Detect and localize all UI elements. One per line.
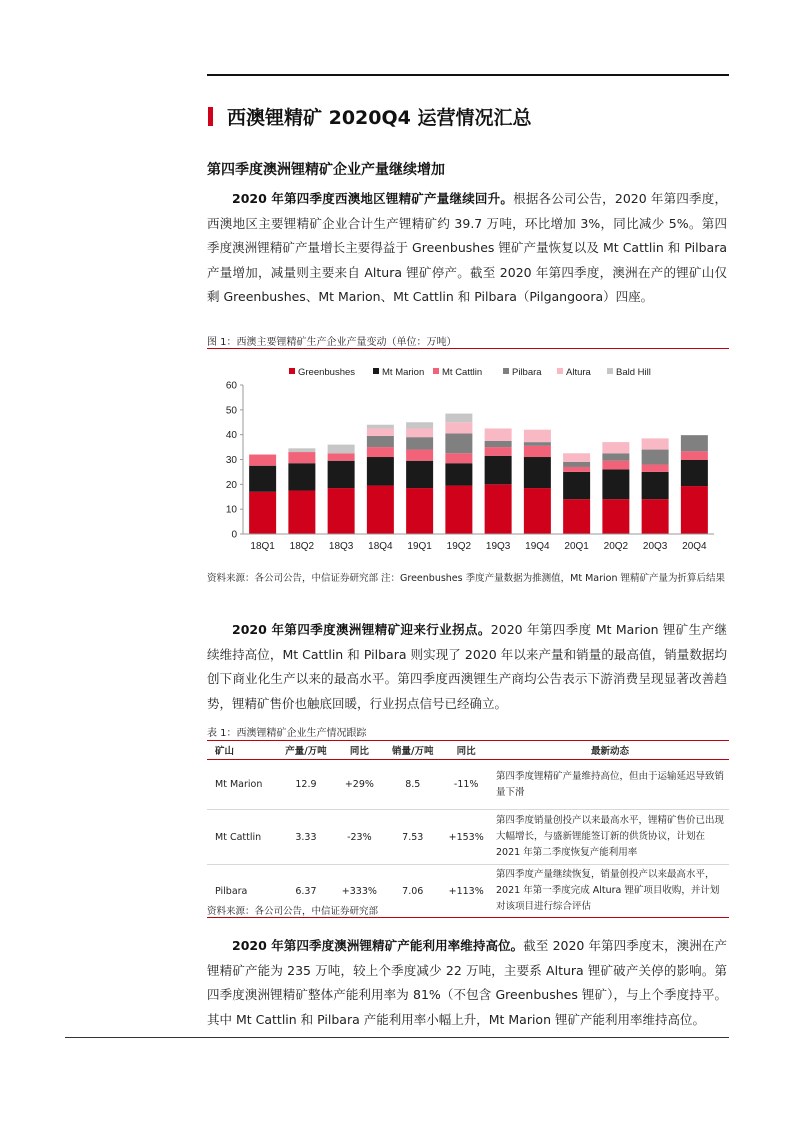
x-tick-label: 20Q3 (642, 541, 668, 552)
table-header-mine: 矿山 (215, 746, 235, 757)
bar-segment-mt-cattlin (445, 453, 472, 463)
legend-label: Mt Cattlin (442, 367, 483, 378)
y-tick-label: 0 (231, 529, 237, 541)
section-title: 西澳锂精矿 2020Q4 运营情况汇总 (227, 107, 532, 129)
table-header-sales: 销量/万吨 (392, 746, 434, 757)
paragraph-3-lead: 2020 年第四季度澳洲锂精矿产能利用率维持高位。 (232, 938, 524, 953)
chart-y-axis (226, 381, 243, 541)
legend-swatch (433, 368, 439, 374)
bar-segment-mt-marion (485, 456, 512, 485)
x-tick-label: 18Q1 (250, 541, 275, 552)
paragraph-3-text: 截至 2020 年第四季度末，澳洲在产锂精矿产能为 235 万吨，较上个季度减少 22 万吨，主要系 Altura 锂矿破产关停的影响。第四季度澳洲锂精矿整体产能利用率为 81%（不包含 Greenbushes 锂矿），与上个季度持平。其中 Mt Cattlin 和 Pilbara 产能利用率小幅上升，Mt Marion 锂矿产能利用率维持高位。 (207, 938, 727, 1027)
bar-segment-greenbushes (485, 484, 512, 534)
production-chart (207, 355, 729, 560)
x-tick-label: 19Q2 (446, 541, 472, 552)
chart-legend (289, 367, 651, 378)
x-tick-label: 19Q3 (485, 541, 511, 552)
y-tick-label: 20 (225, 479, 237, 491)
bar-segment-pilbara (485, 441, 512, 447)
x-tick-label: 19Q4 (525, 541, 550, 552)
table-cell-sales: 8.5 (384, 760, 441, 810)
legend-swatch (373, 368, 379, 374)
figure-1-source: 资料来源：各公司公告，中信证券研究部 注：Greenbushes 季度产量数据为推测值，Mt Marion 锂精矿产量为折算后结果 (207, 573, 725, 584)
bar-segment-pilbara (367, 436, 394, 447)
bar-segment-altura (602, 442, 629, 453)
y-tick-label: 60 (225, 380, 237, 392)
bar-segment-mt-marion (642, 472, 669, 499)
bar-segment-pilbara (445, 433, 472, 453)
table-cell-news: 第四季度产量继续恢复，销量创投产以来最高水平，2021 年第一季度完成 Altura 锂矿项目收购，并计划对该项目进行综合评估 (491, 865, 729, 918)
table-1-caption: 表 1：西澳锂精矿企业生产情况跟踪 (207, 728, 367, 739)
production-tracking-table (207, 740, 729, 918)
bar-segment-mt-cattlin (328, 453, 355, 460)
table-cell-production: 12.9 (277, 760, 334, 810)
bar-segment-greenbushes (563, 499, 590, 534)
bar-segment-mt-marion (249, 466, 276, 492)
bar-segment-greenbushes (602, 499, 629, 534)
y-tick-label: 30 (225, 455, 237, 466)
table-row (207, 760, 729, 810)
subsection-title: 第四季度澳洲锂精矿企业产量继续增加 (207, 162, 445, 178)
table-header-production: 产量/万吨 (285, 746, 327, 757)
y-tick-label: 10 (225, 504, 237, 516)
paragraph-3 (207, 934, 727, 1032)
chart-bars (249, 414, 708, 534)
table-cell-news: 第四季度销量创投产以来最高水平，锂精矿售价已出现大幅增长，与盛新锂能签订新的供货协议，计划在 2021 年第二季度恢复产能利用率 (491, 810, 729, 865)
paragraph-1-lead: 2020 年第四季度西澳地区锂精矿产量继续回升。 (232, 191, 514, 206)
table-header-latest-news: 最新动态 (590, 746, 629, 757)
bar-segment-mt-cattlin (602, 461, 629, 470)
bar-segment-mt-marion (367, 457, 394, 486)
table-cell-news: 第四季度锂精矿产量维持高位，但由于运输延迟导致销量下滑 (491, 760, 729, 810)
bar-segment-bald-hill (328, 445, 355, 454)
bar-segment-greenbushes (288, 491, 315, 534)
table-cell-production-yoy: +333% (335, 865, 385, 918)
footer-rule (65, 1037, 729, 1038)
bar-segment-pilbara (602, 453, 629, 460)
paragraph-2-text: 2020 年第四季度 Mt Marion 锂矿生产继续维持高位，Mt Cattlin 和 Pilbara 则实现了 2020 年以来产量和销量的最高值，销量数据均创下商业化生产以来的最高水平。第四季度西澳锂生产商均公告表示下游消费呈现显著改善趋势，锂精矿售价也触底回暖，行业拐点信号已经确立。 (207, 622, 727, 711)
bar-segment-mt-cattlin (524, 446, 551, 457)
bar-segment-altura (367, 428, 394, 435)
bar-segment-mt-marion (406, 461, 433, 488)
table-row (207, 810, 729, 865)
bar-segment-mt-marion (602, 469, 629, 499)
bar-segment-mt-marion (524, 457, 551, 488)
legend-label: Altura (566, 367, 591, 378)
section-marker (208, 107, 213, 126)
bar-segment-mt-marion (288, 463, 315, 490)
paragraph-2 (207, 618, 727, 716)
paragraph-2-lead: 2020 年第四季度澳洲锂精矿迎来行业拐点。 (232, 622, 491, 637)
legend-label: Bald Hill (616, 367, 651, 378)
bar-segment-altura (524, 430, 551, 442)
table-cell-sales: 7.53 (384, 810, 441, 865)
x-tick-label: 20Q2 (603, 541, 629, 552)
table-header-row (207, 741, 729, 760)
table-cell-mine: Mt Marion (207, 760, 277, 810)
table-cell-production-yoy: +29% (335, 760, 385, 810)
x-tick-label: 20Q1 (564, 541, 589, 552)
x-tick-label: 18Q3 (328, 541, 354, 552)
bar-segment-mt-marion (445, 463, 472, 485)
table-cell-mine: Pilbara (207, 865, 277, 918)
bar-segment-altura (563, 453, 590, 462)
table-1-source: 资料来源：各公司公告，中信证券研究部 (207, 906, 379, 917)
x-tick-label: 18Q4 (368, 541, 393, 552)
table-cell-mine: Mt Cattlin (207, 810, 277, 865)
bar-segment-greenbushes (681, 486, 708, 534)
bar-segment-pilbara (642, 450, 669, 465)
bar-segment-greenbushes (445, 486, 472, 534)
paragraph-1-text: 根据各公司公告，2020 年第四季度，西澳地区主要锂精矿企业合计生产锂精矿约 39.7 万吨，环比增加 3%，同比减少 5%。第四季度澳洲锂精矿产量增长主要得益于 Greenbushes 锂矿产量恢复以及 Mt Cattlin 和 Pilbara 产量增加，减量则主要来自 Altura 锂矿停产。截至 2020 年第四季度，澳洲在产的锂矿山仅剩 Greenbushes、Mt Marion、Mt Cattlin 和 Pilbara（Pilgangoora）四座。 (207, 191, 727, 304)
legend-swatch (289, 368, 295, 374)
bar-segment-mt-cattlin (406, 450, 433, 461)
table-cell-sales: 7.06 (384, 865, 441, 918)
bar-segment-mt-cattlin (681, 451, 708, 460)
x-tick-label: 20Q4 (682, 541, 707, 552)
figure-1-caption-rule (207, 348, 729, 349)
bar-segment-pilbara (406, 437, 433, 449)
paragraph-1 (207, 187, 727, 310)
bar-segment-mt-cattlin (485, 447, 512, 456)
bar-segment-greenbushes (328, 488, 355, 534)
legend-swatch (557, 368, 563, 374)
legend-swatch (503, 368, 509, 374)
table-header-sales-yoy: 同比 (456, 746, 476, 757)
y-tick-label: 40 (225, 430, 237, 442)
table-cell-sales-yoy: +113% (441, 865, 491, 918)
x-tick-label: 18Q2 (289, 541, 315, 552)
bar-segment-altura (445, 422, 472, 433)
bar-segment-greenbushes (367, 486, 394, 534)
legend-swatch (607, 368, 613, 374)
bar-segment-mt-marion (563, 472, 590, 499)
table-cell-production: 6.37 (277, 865, 334, 918)
header-rule (207, 74, 729, 76)
bar-segment-altura (485, 428, 512, 440)
bar-segment-mt-cattlin (249, 455, 276, 466)
bar-segment-greenbushes (642, 499, 669, 534)
bar-segment-bald-hill (445, 414, 472, 423)
bar-segment-altura (642, 438, 669, 449)
table-cell-production-yoy: -23% (335, 810, 385, 865)
legend-label: Pilbara (512, 367, 542, 378)
bar-segment-bald-hill (406, 422, 433, 428)
bar-segment-bald-hill (288, 448, 315, 452)
bar-segment-mt-marion (328, 461, 355, 488)
bar-segment-pilbara (524, 442, 551, 446)
bar-segment-altura (406, 428, 433, 437)
bar-segment-mt-cattlin (288, 452, 315, 463)
legend-label: Greenbushes (298, 367, 356, 378)
bar-segment-bald-hill (367, 425, 394, 429)
bar-segment-greenbushes (406, 488, 433, 534)
figure-1-caption: 图 1：西澳主要锂精矿生产企业产量变动（单位：万吨） (207, 337, 457, 348)
bar-segment-mt-marion (681, 460, 708, 486)
bar-segment-greenbushes (249, 492, 276, 534)
bar-segment-pilbara (681, 435, 708, 451)
bar-segment-mt-cattlin (367, 447, 394, 457)
bar-segment-greenbushes (524, 488, 551, 534)
table-cell-sales-yoy: +153% (441, 810, 491, 865)
bar-segment-mt-cattlin (563, 467, 590, 472)
bar-segment-mt-cattlin (642, 464, 669, 471)
table-cell-sales-yoy: -11% (441, 760, 491, 810)
bar-segment-pilbara (563, 462, 590, 467)
legend-label: Mt Marion (382, 367, 425, 378)
table-header-production-yoy: 同比 (349, 746, 369, 757)
table-cell-production: 3.33 (277, 810, 334, 865)
chart-x-axis (243, 534, 714, 552)
y-tick-label: 50 (225, 405, 237, 417)
x-tick-label: 19Q1 (407, 541, 432, 552)
